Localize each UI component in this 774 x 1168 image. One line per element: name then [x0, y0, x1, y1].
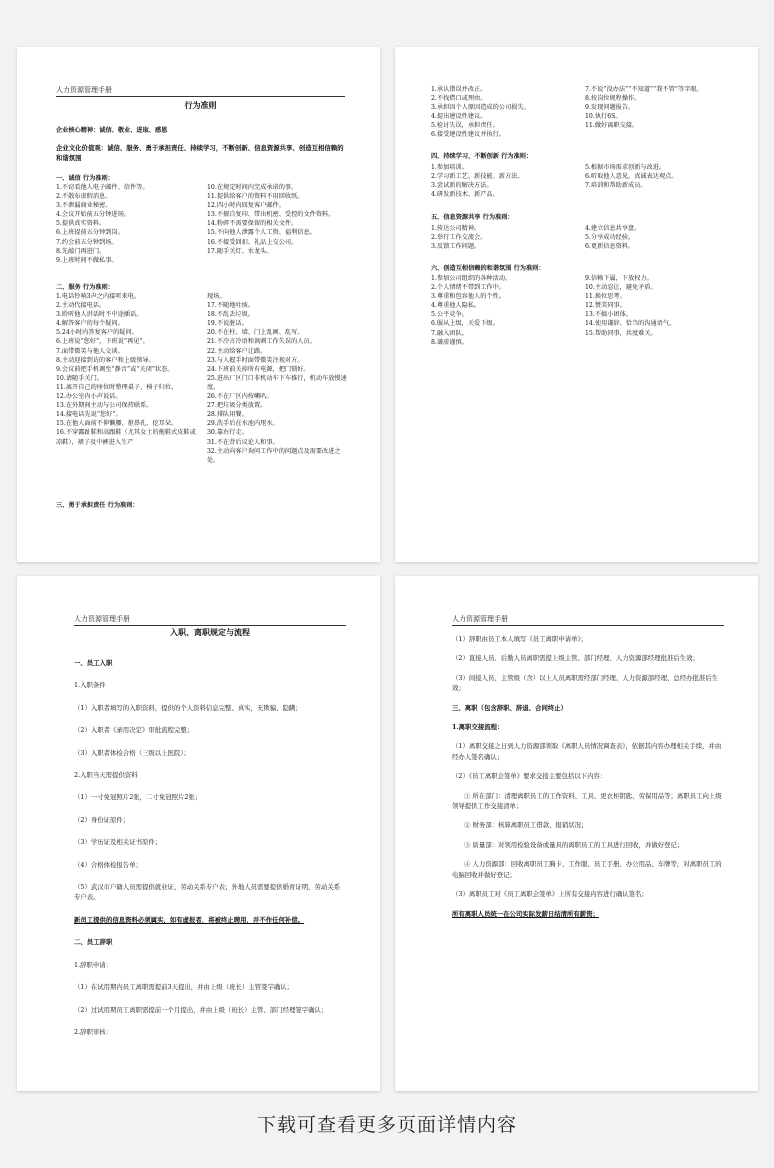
section-5-left-list: [431, 224, 576, 251]
list-item: 1.传达公司精神。: [431, 225, 481, 232]
page-header: 人力资源管理手册: [56, 86, 112, 94]
paragraph: 新员工提供的信息资料必须属实，如有虚报者，将被终止聘用，并不作任何补偿。: [74, 915, 305, 924]
list-item: 19.不说脏话。: [207, 320, 248, 328]
section-heading: 五、信息资源共享 行为准则：: [431, 214, 514, 221]
list-item: 7.面带微笑与他人交谈。: [56, 347, 124, 355]
paragraph: （3）学历证及相关证书原件；: [74, 838, 162, 847]
list-item: 9.上班时间不做私事。: [56, 256, 118, 264]
page-title: 入职、离职规定与流程: [170, 627, 250, 637]
list-item: 30.靠右行走。: [207, 429, 248, 437]
list-item: 3.尊重和包容他人的个性。: [431, 293, 505, 301]
list-item: 3.承担因个人原因造成的公司损失。: [431, 104, 530, 112]
list-item: 16.不接受回扣、礼品上交公司。: [207, 238, 298, 246]
section-4-right-list: [585, 163, 725, 190]
page-4-body: [452, 625, 724, 919]
paragraph: （3）间接人员、主管级（含）以上人员离职需经部门经理、人力资源部经理、总经办批准后生效；: [452, 673, 719, 693]
list-item: 4.建立信息共享盘。: [585, 225, 641, 232]
list-item: 17.随手关灯、水龙头。: [207, 247, 273, 255]
header-rule: [74, 625, 346, 626]
section-2-right-list: [207, 292, 347, 465]
list-item: 14.使用谦辞、恰当的沟通语气。: [585, 320, 676, 328]
list-item: 5.公平竞争。: [431, 311, 468, 319]
section-3-right-list: [585, 85, 725, 130]
list-item: 3.不泄漏商业秘密。: [56, 202, 112, 210]
paragraph: 2.入职当天需提供资料: [74, 771, 138, 780]
list-item: 27.把垃圾分类放置。: [207, 402, 267, 410]
document-page-2: [395, 47, 758, 562]
list-item: 6.听取他人意见，真诚表达观点。: [585, 173, 678, 181]
list-item: 2.个人情绪不带到工作中。: [431, 284, 505, 292]
list-item: 4.解答客户的每个疑问。: [56, 320, 124, 328]
list-item: 4.提出建设性建议。: [431, 113, 487, 121]
section-4-left-list: [431, 163, 576, 199]
list-item: 14.粉碎不需要保留的相关文件。: [207, 220, 298, 228]
paragraph: （1）一寸免冠照片2张，二寸免冠照片2张；: [74, 793, 202, 802]
list-item: 5.根据市场需求创新与改进。: [585, 164, 666, 171]
list-item: 3.尝试新的解决方法。: [431, 182, 493, 190]
list-item: 22.主动给客户让路。: [207, 347, 267, 355]
list-item: 11.做好离职交接。: [585, 122, 639, 130]
page-header: 人力资源管理手册: [452, 615, 508, 623]
list-item: 8.谦虚谨慎。: [431, 338, 468, 346]
page-title: 行为准则: [184, 100, 217, 110]
list-item: 4.尊重他人隐私。: [431, 302, 481, 310]
list-item: 10.请随手关门。: [56, 374, 103, 382]
list-item: 6.服从上级，关爱下级。: [431, 320, 499, 328]
paragraph: （2）身份证原件；: [74, 815, 130, 824]
list-item: 11.换位思考。: [585, 293, 626, 301]
list-item: 31.不在背后议论人和事。: [207, 438, 279, 446]
list-item: 11.离开自己的座位时整理桌子，椅子归位。: [56, 383, 178, 391]
list-item: 26.不在厂区内按喇叭。: [207, 393, 273, 401]
paragraph: 1.辞职申请：: [74, 960, 113, 969]
list-item: 6.上班说“您好”，下班说“再见”。: [56, 338, 149, 346]
paragraph: （2）过试用期员工离职需提前一个月提出，并由上级（班长）主管、部门经理签字确认；: [74, 1005, 328, 1014]
list-item: 24.下班前关掉所有电源，把门锁好。: [207, 365, 310, 373]
list-item: 23.与人握手时面带微笑注视对方。: [207, 356, 304, 364]
section-3-left-list: [431, 85, 576, 140]
section-5-right-list: [585, 224, 725, 251]
list-item: 9.信赖下属，下放权力。: [585, 275, 653, 282]
list-item: 9.会议前把手机调至“静音”或“关闭”状态。: [56, 365, 174, 373]
list-item: 7.约会前五分钟到场。: [56, 238, 118, 246]
list-item: 5.分享成功经验。: [585, 234, 635, 242]
paragraph: 1.入职条件: [74, 681, 106, 690]
list-item: 32.主动向客户询问工作中的问题点及需要改进之处。: [207, 447, 341, 464]
paragraph: ③ 质量部：对领用检验设备或量具的离职员工的工具进行回收，并做好登记；: [464, 840, 684, 849]
list-item: 5.检讨失误，承担责任。: [431, 122, 499, 130]
section-heading: 三、勇于承担责任 行为准则：: [56, 502, 139, 509]
paragraph: （2）直接人员、后勤人员离职需提上级主管、部门经理、人力资源部经理批准后生效；: [452, 654, 699, 663]
section-heading: 六、创造互相信赖的和谐氛围 行为准则：: [431, 265, 545, 272]
paragraph: （1）辞职由员工本人填写《员工离职申请单》；: [452, 635, 588, 643]
paragraph: （1）离职交接之日到人力资源部领取《离职人员情况调查表》，依据其内容办理相关手续，并由经办人签名确认；: [452, 742, 722, 761]
list-item: 14.接电话先说“您好”。: [56, 411, 122, 419]
list-item: 7.融入团队。: [431, 329, 468, 337]
document-page-1: [17, 47, 380, 562]
list-item: 10.主动忍让，避免矛盾。: [585, 284, 657, 292]
list-item: 3.反馈工作问题。: [431, 243, 481, 251]
list-item: 7.不说“没办法”“不知道”“我不管”等字眼。: [585, 86, 703, 93]
section-1-left-list: [56, 183, 149, 265]
section-6-right-list: [585, 274, 725, 338]
list-item: 15.不向他人泄露个人工资、福利信息。: [207, 229, 316, 237]
list-item: 1.承认错误并改正。: [431, 86, 487, 93]
list-item: 15.在他人面前不伸懒腰、抠鼻孔、挖耳朵。: [56, 420, 178, 428]
list-item: 8.按岗位规程操作。: [585, 95, 641, 103]
list-item: 12.赞美同事。: [585, 302, 626, 310]
core-spirit: 企业核心精神：诚信、敬业、进取、感恩: [56, 127, 168, 134]
list-item: 2.学习新工艺、新技能、新方法。: [431, 173, 524, 181]
list-item: 6.接受建设性建议并执行。: [431, 131, 505, 139]
paragraph: （5）武汉市户籍人员需提供就业证、劳动关系专户表；外地人员需要提供婚育证明，劳动关系专户表。: [74, 883, 341, 902]
list-item: 29.洗手后在水池内甩水。: [207, 420, 279, 428]
footer-download-hint: 下载可查看更多页面详情内容: [256, 1114, 517, 1136]
document-page-4: [395, 576, 758, 1091]
list-item: 2.主动代接电话。: [56, 302, 106, 310]
section-1-right-list: [207, 183, 347, 256]
list-item: 10.在规定时间内完成承诺的事。: [207, 184, 298, 191]
section-heading: 四、持续学习，不断创新 行为准则：: [431, 153, 533, 160]
paragraph: 2.辞职审核：: [74, 1027, 113, 1036]
list-item: 5.24小时内答复客户的疑问。: [56, 329, 138, 337]
section-2-left-list: [56, 292, 201, 447]
list-item: 11.提供给客户的资料不用回收纸。: [207, 193, 304, 201]
paragraph: 三、离职（包含辞职、辞退、合同终止）: [452, 703, 568, 712]
list-item: 8.先敲门再进门。: [56, 247, 106, 255]
list-item: 9.发现问题报告。: [585, 104, 635, 112]
list-item: 12.四小时内回复客户邮件。: [207, 202, 285, 210]
header-rule: [56, 96, 345, 97]
paragraph: （3）入职者体检合格（三级以上医院）；: [74, 748, 190, 757]
list-item: 20.不在柱、墙、门上乱画、乱写。: [207, 329, 304, 337]
section-heading: 一、诚信 行为准则：: [56, 175, 114, 182]
paragraph: （4）合格体检报告单；: [74, 860, 142, 869]
list-item: 7.培训和帮助新成员。: [585, 182, 647, 190]
list-item: 4.会议开始前五分钟进场。: [56, 211, 130, 219]
paragraph: （3）离职员工对《员工离职会签单》上所有交接内容进行确认签名；: [452, 890, 648, 899]
list-item: 15.帮助同事，共度难关。: [585, 329, 657, 337]
list-item: 1.电话铃响3声之内接听来电。: [56, 293, 141, 300]
list-item: 6.上班提前五分钟到岗。: [56, 229, 124, 237]
paragraph: 一、员工入职: [74, 659, 113, 667]
page-header: 人力资源管理手册: [74, 615, 130, 623]
list-item: 1.参加培训。: [431, 164, 468, 171]
list-item: 16.不穿露趾鞋和高跟鞋（尤其女士的拖鞋式皮鞋或凉鞋），裙子及中裤进入生产: [56, 429, 196, 446]
paragraph: 1.离职交接流程：: [452, 723, 504, 732]
list-item: 4.研发新技术、新产品。: [431, 191, 499, 199]
paragraph: 二、员工辞职: [74, 938, 113, 947]
culture-values: 企业文化价值观：诚信、服务、勇于承担责任、持续学习，不断创新、信息资源共享、创造互相信赖的和谐氛围: [56, 144, 344, 162]
list-item: 2.举行工作交流会。: [431, 234, 487, 242]
list-item: 1.参加公司组织的各种活动。: [431, 275, 512, 282]
list-item: 13.在外期间主动与公司保持联系。: [56, 402, 153, 410]
paragraph: （1）在试用期内员工离职需提前3天提出，并由上级（班长）主管签字确认；: [74, 983, 294, 992]
list-item: 25.进出厂区门口非机动车下车推行，机动车放慢速度。: [207, 374, 347, 391]
paragraph: （1）入职者填写的入职资料、提供的个人资料信息完整、真实，无欺骗、隐瞒；: [74, 703, 302, 712]
list-item: 3.聆听他人讲话时不中途插话。: [56, 311, 143, 319]
paragraph: 所有离职人员统一在公司实际发薪日结清所有薪资；: [452, 909, 599, 918]
list-item: 13.不擅自复印、带出机密、受控的文件资料。: [207, 211, 335, 219]
page-3-body: [74, 646, 346, 1037]
list-item: 21.不冷言冷语和讽刺工作失误的人员。: [207, 338, 316, 346]
list-item: 现场。: [207, 293, 226, 300]
list-item: 5.提供真实资料。: [56, 220, 106, 228]
list-item: 13.不搞小团体。: [585, 311, 632, 319]
list-item: 17.不随地吐痰。: [207, 302, 254, 310]
paragraph: ① 所在部门：清理离职员工的工作资料、工具、更衣柜钥匙、劳保用品等；离职员工向上级领导提供工作交接清单；: [452, 791, 722, 811]
list-item: 2.不散布虚假消息。: [56, 193, 112, 201]
list-item: 8.主动迎接到访的客户和上级领导。: [56, 356, 155, 364]
list-item: 18.不乱丢垃圾。: [207, 311, 254, 319]
paragraph: ④ 人力资源部：回收离职员工胸卡、工作服、员工手册、办公用品、车牌等，对离职员工的电脑回收并做好登记；: [452, 860, 722, 879]
section-heading: 二、服务 行为准则：: [56, 284, 114, 291]
list-item: 2.不找借口或理由。: [431, 95, 487, 103]
list-item: 28.排队用餐。: [207, 411, 248, 419]
list-item: 12.办公室内小声说话。: [56, 393, 122, 401]
section-6-left-list: [431, 274, 576, 347]
paragraph: ② 财务部：核算离职员工借款、报销状况；: [464, 821, 588, 830]
document-page-3: [17, 576, 380, 1091]
paragraph: （2）入职者《录用决定》审批流程完整；: [74, 726, 194, 735]
paragraph: （2）《员工离职会签单》要求交接主要包括以下内容：: [452, 772, 607, 781]
list-item: 1.不窃看他人电子邮件、信件等。: [56, 184, 149, 191]
list-item: 6.更新信息资料。: [585, 243, 635, 251]
list-item: 10.执行6S。: [585, 113, 622, 121]
